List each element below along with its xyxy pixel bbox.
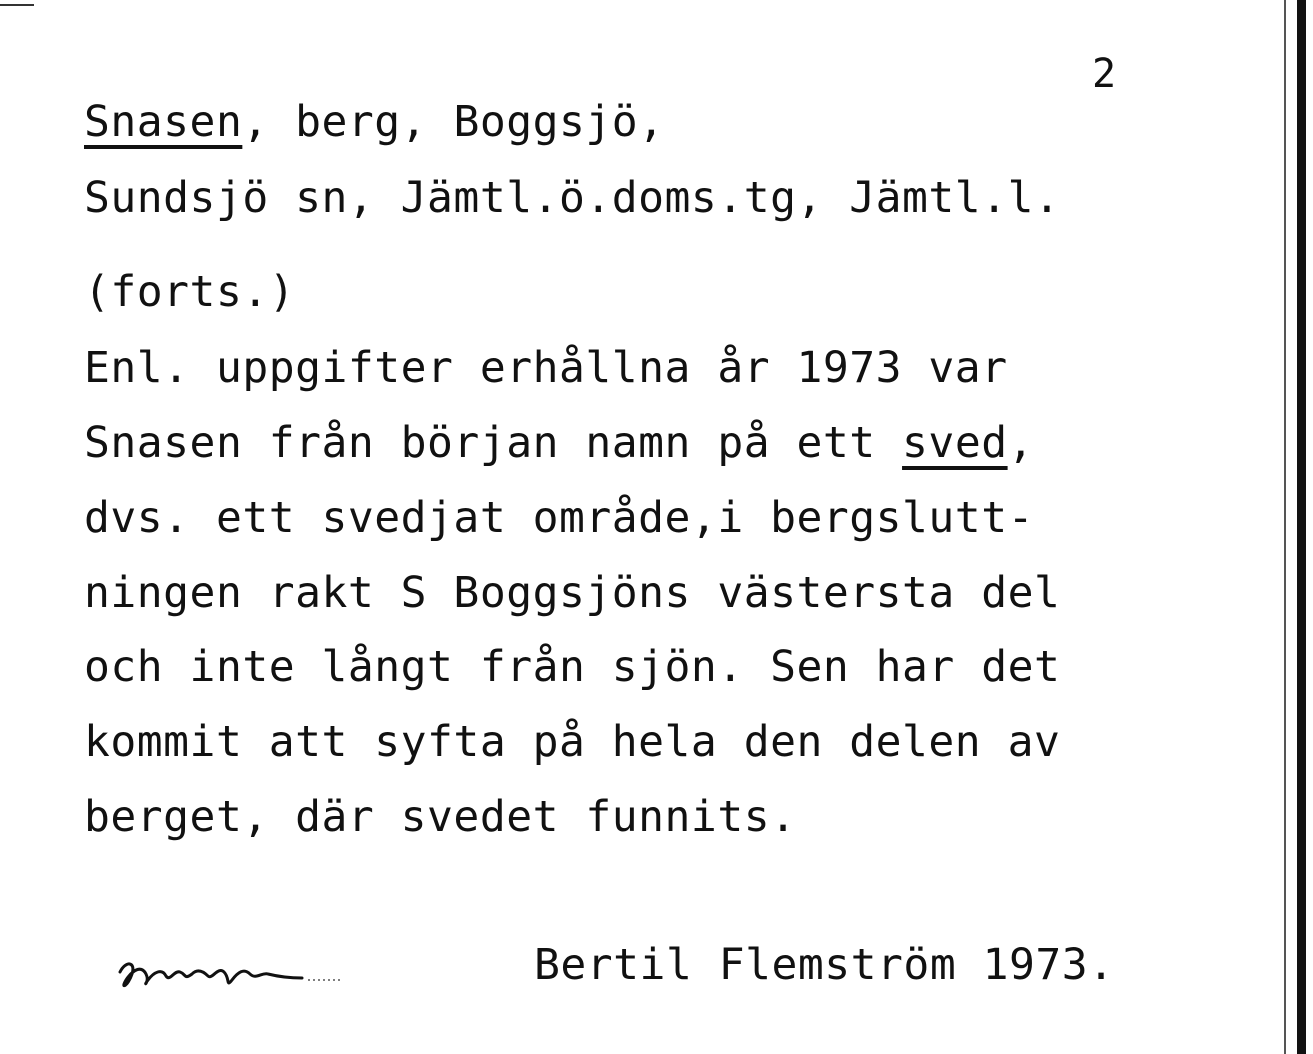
heading-rest: , berg, Boggsjö, <box>242 97 665 147</box>
card-edge-shadow <box>1297 0 1306 1054</box>
heading-line-2: Sundsjö sn, Jämtl.ö.doms.tg, Jämtl.l. <box>84 173 1061 223</box>
body-line-1: Enl. uppgifter erhållna år 1973 var <box>84 343 1008 393</box>
body-line-2-after: , <box>1007 418 1034 468</box>
card-edge-line <box>1284 0 1286 1054</box>
body-line-2 <box>84 419 1034 467</box>
continuation-note: (forts.) <box>84 267 296 317</box>
corner-mark <box>0 4 34 6</box>
handwritten-signature <box>112 950 352 998</box>
underlined-word: sved <box>902 418 1008 468</box>
author-signature-line: Bertil Flemström 1973. <box>534 940 1115 990</box>
body-line-4: ningen rakt S Boggsjöns västersta del <box>84 568 1061 618</box>
page-number: 2 <box>1092 51 1117 97</box>
body-line-3: dvs. ett svedjat område,i bergslutt- <box>84 493 1034 543</box>
body-line-6: kommit att syfta på hela den delen av <box>84 717 1061 767</box>
heading-line-1 <box>84 98 665 146</box>
place-name: Snasen <box>84 97 243 147</box>
body-line-2-before: Snasen från början namn på ett <box>84 418 903 468</box>
body-line-7: berget, där svedet funnits. <box>84 792 797 842</box>
body-line-5: och inte långt från sjön. Sen har det <box>84 642 1061 692</box>
